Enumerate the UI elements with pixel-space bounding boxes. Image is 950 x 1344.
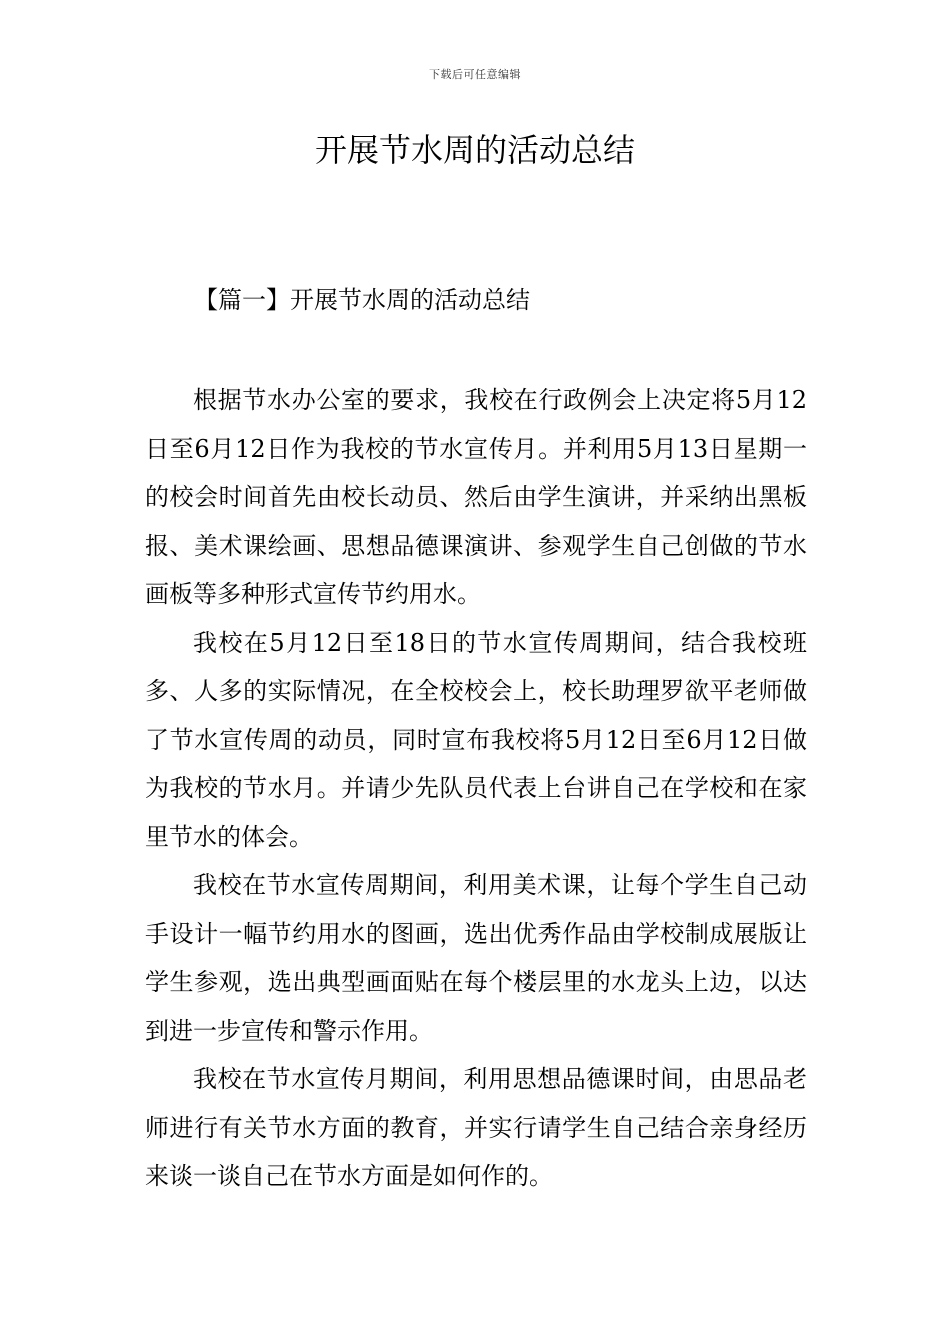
paragraph: 根据节水办公室的要求，我校在行政例会上决定将5月12日至6月12日作为我校的节水宣传月。并利用5月13日星期一的校会时间首先由校长动员、然后由学生演讲，并采纳出黑板报、美术课绘画、思想品德课演讲、参观学生自己创做的节水画板等多种形式宣传节约用水。: [145, 386, 807, 608]
section-heading: 【篇一】开展节水周的活动总结: [194, 286, 530, 314]
header-note: 下载后可任意编辑: [429, 68, 521, 81]
paragraph: 我校在节水宣传月期间，利用思想品德课时间，由思品老师进行有关节水方面的教育，并实行请学生自己结合亲身经历来谈一谈自己在节水方面是如何作的。: [145, 1065, 807, 1190]
paragraph: 我校在节水宣传周期间，利用美术课，让每个学生自己动手设计一幅节约用水的图画，选出优秀作品由学校制成展版让学生参观，选出典型画面贴在每个楼层里的水龙头上边，以达到进一步宣传和警示作用。: [145, 871, 807, 1045]
paragraph: 我校在5月12日至18日的节水宣传周期间，结合我校班多、人多的实际情况，在全校校会上，校长助理罗欲平老师做了节水宣传周的动员，同时宣布我校将5月12日至6月12日做为我校的节水月。并请少先队员代表上台讲自己在学校和在家里节水的体会。: [145, 628, 807, 851]
document-title: 开展节水周的活动总结: [314, 131, 635, 169]
body-text: [145, 376, 807, 1201]
